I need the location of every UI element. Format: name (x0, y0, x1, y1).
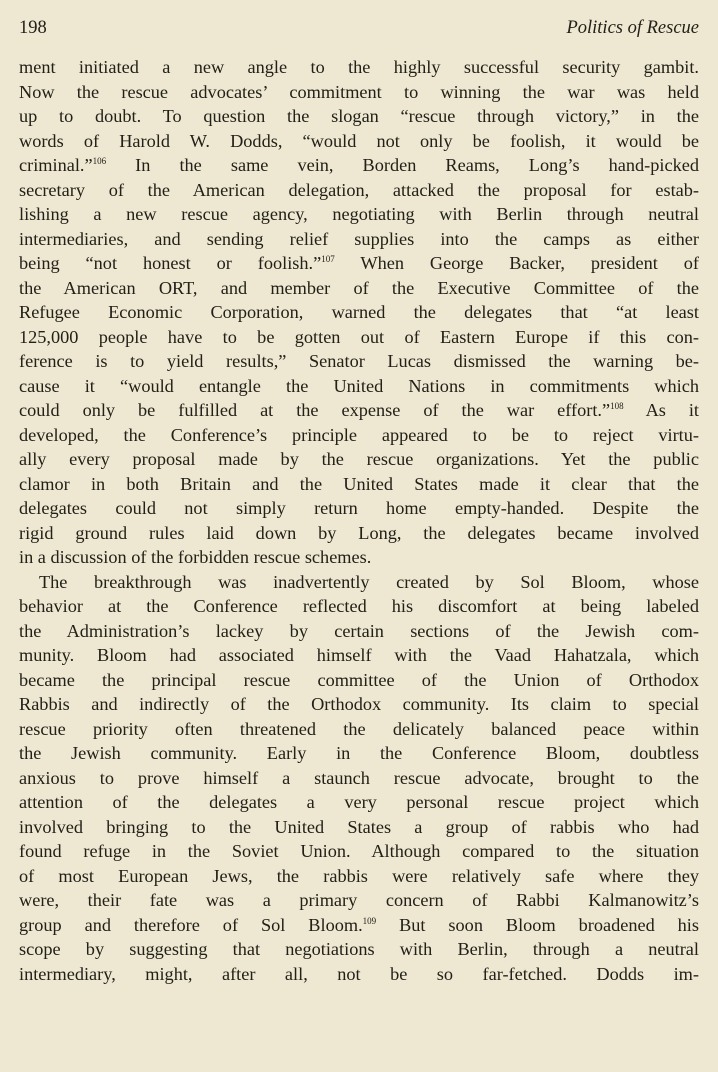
text-line (19, 962, 699, 987)
text-line (19, 55, 699, 80)
text-segment: rescue priority often threatened the delicately balanced peace within (19, 718, 699, 739)
text-line (19, 80, 699, 105)
text-segment: rigid ground rules laid down by Long, the delegates became involved (19, 522, 699, 543)
text-segment: criminal.” (19, 155, 93, 175)
text-segment: could only be fulfilled at the expense of the war effort.” (19, 400, 611, 420)
book-page (19, 18, 699, 986)
text-segment: intermediary, might, after all, not be so far-fetched. Dodds im- (19, 963, 699, 984)
text-segment: lishing a new rescue agency, negotiating with Berlin through neutral (19, 204, 699, 224)
text-segment: When George Backer, president of (334, 253, 700, 273)
text-line (19, 129, 699, 154)
text-segment: developed, the Conference’s principle appeared to be to reject virtu- (19, 424, 699, 445)
footnote-marker: 106 (92, 156, 107, 166)
text-line (19, 521, 699, 546)
text-segment: in a discussion of the forbidden rescue schemes. (19, 547, 372, 567)
text-line (19, 472, 699, 497)
text-segment: clamor in both Britain and the United States made it clear that the (19, 473, 699, 494)
text-segment: of most European Jews, the rabbis were relatively safe where they (19, 865, 699, 886)
text-segment: were, their fate was a primary concern of Rabbi Kalmanowitz’s (19, 890, 699, 910)
text-segment: Refugee Economic Corporation, warned the delegates that “at least (19, 302, 699, 322)
text-line (19, 496, 699, 521)
text-segment: secretary of the American delegation, attacked the proposal for estab- (19, 179, 699, 200)
text-segment: scope by suggesting that negotiations with Berlin, through a neutral (19, 939, 699, 959)
text-line (19, 545, 699, 570)
text-line (19, 202, 699, 227)
text-line (19, 864, 699, 889)
text-segment: But soon Bloom broadened his (376, 914, 699, 935)
text-segment: behavior at the Conference reflected his discomfort at being labeled (19, 596, 699, 616)
text-line (19, 594, 699, 619)
text-segment: anxious to prove himself a staunch rescue advocate, brought to the (19, 767, 699, 788)
text-segment: being “not honest or foolish.” (19, 253, 322, 273)
text-line (19, 447, 699, 472)
text-segment: up to doubt. To question the slogan “rescue through victory,” in the (19, 106, 699, 126)
text-line (19, 937, 699, 962)
running-title: Politics of Rescue (566, 18, 699, 38)
text-segment: words of Harold W. Dodds, “would not only be foolish, it would be (19, 130, 699, 151)
text-segment: 125,000 people have to be gotten out of Eastern Europe if this con- (19, 326, 699, 347)
text-line (19, 325, 699, 350)
text-segment: munity. Bloom had associated himself with the Vaad Hahatzala, which (19, 645, 699, 665)
text-line (19, 178, 699, 203)
text-segment: ally every proposal made by the rescue organizations. Yet the public (19, 449, 699, 469)
text-segment: intermediaries, and sending relief supplies into the camps as either (19, 228, 699, 249)
text-line (19, 276, 699, 301)
text-line (19, 300, 699, 325)
text-line (19, 815, 699, 840)
footnote-marker: 108 (610, 401, 624, 411)
text-line (19, 349, 699, 374)
text-line (19, 104, 699, 129)
text-segment: involved bringing to the United States a group of rabbis who had (19, 816, 699, 837)
text-segment: Rabbis and indirectly of the Orthodox community. Its claim to special (19, 694, 699, 714)
text-line (19, 153, 699, 178)
text-segment: the Jewish community. Early in the Conference Bloom, doubtless (19, 743, 699, 763)
text-segment: found refuge in the Soviet Union. Although compared to the situation (19, 841, 699, 861)
text-line (19, 619, 699, 644)
text-line (19, 423, 699, 448)
text-segment: attention of the delegates a very personal rescue project which (19, 792, 699, 812)
text-line (19, 717, 699, 742)
text-line (19, 643, 699, 668)
text-line (19, 570, 699, 595)
text-segment: delegates could not simply return home empty-handed. Despite the (19, 498, 699, 518)
text-segment: became the principal rescue committee of the Union of Orthodox (19, 669, 699, 690)
text-segment: Now the rescue advocates’ commitment to winning the war was held (19, 81, 699, 102)
footnote-marker: 109 (362, 915, 377, 926)
text-segment: ference is to yield results,” Senator Lucas dismissed the warning be- (19, 351, 699, 371)
text-line (19, 668, 699, 693)
text-segment: the American ORT, and member of the Executive Committee of the (19, 277, 699, 298)
text-segment: group and therefore of Sol Bloom. (19, 914, 363, 935)
text-segment: The breakthrough was inadvertently created by Sol Bloom, whose (39, 571, 699, 592)
text-line (19, 888, 699, 913)
text-line (19, 766, 699, 791)
text-line (19, 398, 699, 423)
body-text (19, 55, 699, 986)
text-segment: As it (623, 400, 699, 420)
page-number: 198 (19, 18, 47, 38)
text-segment: the Administration’s lackey by certain sections of the Jewish com- (19, 620, 699, 641)
text-segment: In the same vein, Borden Reams, Long’s hand-picked (106, 155, 699, 175)
text-line (19, 251, 699, 276)
text-segment: ment initiated a new angle to the highly successful security gambit. (19, 57, 699, 77)
text-line (19, 227, 699, 252)
text-line (19, 913, 699, 938)
text-line (19, 741, 699, 766)
footnote-marker: 107 (321, 254, 335, 264)
text-segment: cause it “would entangle the United Nations in commitments which (19, 375, 699, 396)
running-head (19, 18, 699, 48)
text-line (19, 374, 699, 399)
text-line (19, 790, 699, 815)
text-line (19, 692, 699, 717)
text-line (19, 839, 699, 864)
